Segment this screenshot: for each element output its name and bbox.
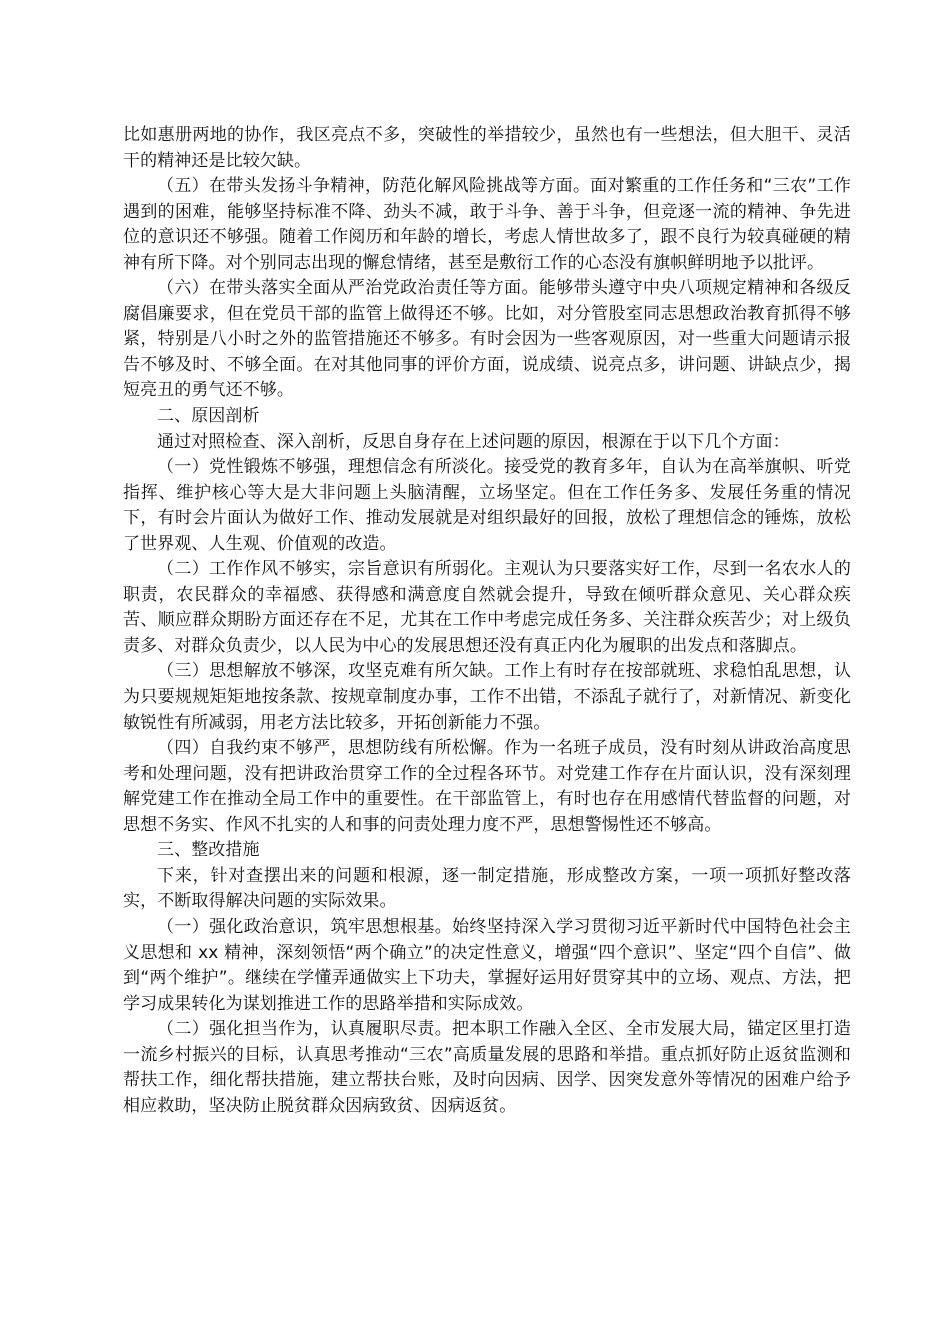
section-heading-cause-analysis: 二、原因剖析 <box>157 406 260 427</box>
body-paragraph-6: （二）工作作风不够实，宗旨意识有所弱化。主观认为只要落实好工作，尽到一名农水人的职责，农民群众的幸福感、获得感和满意度自然就会提升，导致在倾听群众意见、关心群众疾苦、顺应群众期盼方面还存在不足，尤其在工作中考虑完成任务多、关注群众疾苦少；对上级负责多、对群众负责少，以人民为中心的发展思想还没有真正内化为履职的出发点和落脚点。 <box>123 559 851 656</box>
body-paragraph-7: （三）思想解放不够深，攻坚克难有所欠缺。工作上有时存在按部就班、求稳怕乱思想，认为只要规规矩矩地按条款、按规章制度办事，工作不出错，不添乱子就行了，对新情况、新变化敏锐性有所减弱，用老方法比较多，开拓创新能力不强。 <box>123 661 851 733</box>
body-paragraph-3: （六）在带头落实全面从严治党政治责任等方面。能够带头遵守中央八项规定精神和各级反腐倡廉要求，但在党员干部的监管上做得还不够。比如，对分管股室同志思想政治教育抓得不够紧，特别是八小时之外的监管措施还不够多。有时会因为一些客观原因，对一些重大问题请示报告不够及时、不够全面。在对其他同事的评价方面，说成绩、说亮点多，讲问题、讲缺点少，揭短亮丑的勇气还不够。 <box>123 278 851 401</box>
body-paragraph-2: （五）在带头发扬斗争精神，防范化解风险挑战等方面。面对繁重的工作任务和“三农”工作遇到的困难，能够坚持标准不降、劲头不减，敢于斗争、善于斗争，但竞逐一流的精神、争先进位的意识还不够强。随着工作阅历和年龄的增长，考虑人情世故多了，跟不良行为较真碰硬的精神有所下降。对个别同志出现的懈怠情绪，甚至是敷衍工作的心态没有旗帜鲜明地予以批评。 <box>123 176 851 273</box>
body-paragraph-10: （一）强化政治意识，筑牢思想根基。始终坚持深入学习贯彻习近平新时代中国特色社会主义思想和 xx 精神，深刻领悟“两个确立”的决定性意义，增强“四个意识”、坚定“四个自信”、做到“两个维护”。继续在学懂弄通做实上下功夫，掌握好运用好贯穿其中的立场、观点、方法，把学习成果转化为谋划推进工作的思路举措和实际成效。 <box>123 916 851 1014</box>
body-paragraph-4: 通过对照检查、深入剖析，反思自身存在上述问题的原因，根源在于以下几个方面： <box>157 431 790 452</box>
body-paragraph-5: （一）党性锻炼不够强，理想信念有所淡化。接受党的教育多年，自认为在高举旗帜、听党指挥、维护核心等大是大非问题上头脑清醒，立场坚定。但在工作任务多、发展任务重的情况下，有时会片面认为做好工作、推动发展就是对组织最好的回报，放松了理想信念的锤炼，放松了世界观、人生观、价值观的改造。 <box>123 457 851 554</box>
body-paragraph-1: 比如惠册两地的协作，我区亮点不多，突破性的举措较少，虽然也有一些想法，但大胆干、灵活干的精神还是比较欠缺。 <box>123 125 851 171</box>
section-heading-rectification-measures: 三、整改措施 <box>157 840 260 861</box>
body-paragraph-11: （二）强化担当作为，认真履职尽责。把本职工作融入全区、全市发展大局，锚定区里打造一流乡村振兴的目标，认真思考推动“三农”高质量发展的思路和举措。重点抓好防止返贫监测和帮扶工作，细化帮扶措施，建立帮扶台账，及时向因病、因学、因突发意外等情况的困难户给予相应救助，坚决防止脱贫群众因病致贫、因病返贫。 <box>123 1019 851 1116</box>
document-page <box>123 123 851 1119</box>
body-paragraph-8: （四）自我约束不够严，思想防线有所松懈。作为一名班子成员，没有时刻从讲政治高度思考和处理问题，没有把讲政治贯穿工作的全过程各环节。对党建工作存在片面认识，没有深刻理解党建工作在推动全局工作中的重要性。在干部监管上，有时也存在用感情代替监督的问题，对思想不务实、作风不扎实的人和事的问责处理力度不严，思想警惕性还不够高。 <box>123 738 851 835</box>
body-paragraph-9: 下来，针对查摆出来的问题和根源，逐一制定措施，形成整改方案，一项一项抓好整改落实，不断取得解决问题的实际效果。 <box>123 865 851 912</box>
